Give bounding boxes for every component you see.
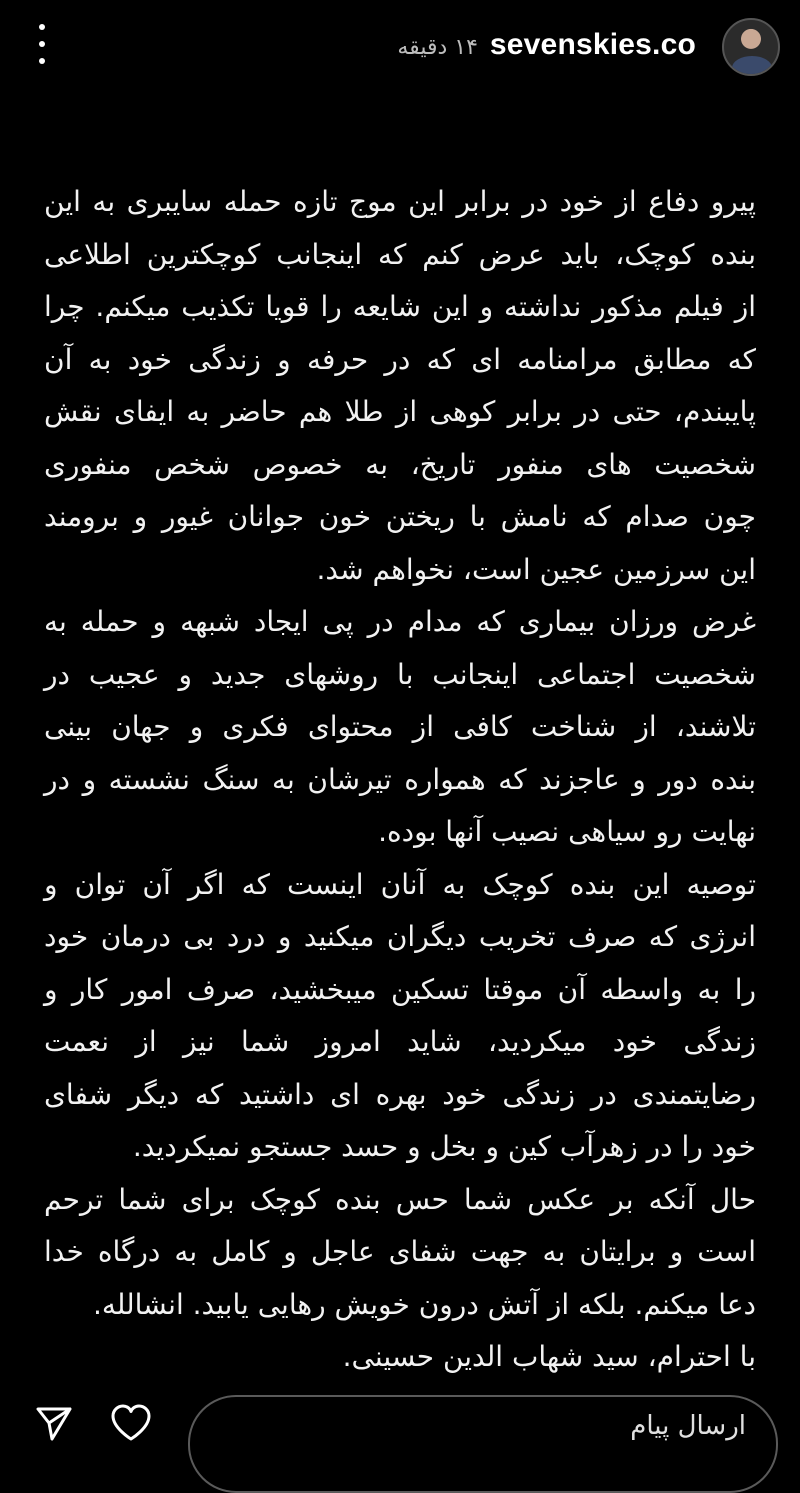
story-line: چون صدام که نامش با ریختن خون جوانان غیور و برومند xyxy=(44,500,756,533)
story-line: را به واسطه آن موقتا تسکین میبخشید، صرف امور کار و xyxy=(44,972,756,1006)
story-header xyxy=(0,0,800,96)
story-line: پایبندم، حتی در برابر کوهی از طلا هم حاضر به ایفای نقش xyxy=(44,395,756,428)
avatar[interactable] xyxy=(722,18,780,76)
story-line: بنده دور و عاجزند که همواره تیرشان به سنگ نشسته و در xyxy=(44,762,756,796)
time-ago: ۱۴ دقیقه xyxy=(397,35,478,60)
story-line: است و برایتان به جهت شفای عاجل و کامل به درگاه خدا xyxy=(44,1235,756,1268)
story-line: بنده کوچک، باید عرض کنم که اینجانب کوچکترین اطلاعی xyxy=(44,237,756,271)
more-dot xyxy=(39,24,45,30)
story-line: انرژی که صرف تخریب دیگران میکنید و درد بی درمان خود xyxy=(44,920,756,953)
story-line: دعا میکنم. بلکه از آتش درون خویش رهایی یابید. انشالله. xyxy=(92,1287,756,1321)
avatar-figure xyxy=(732,56,772,76)
story-line: خود را در زهرآب کین و بخل و حسد جستجو نمیکردید. xyxy=(132,1130,756,1163)
story-line: از فیلم مذکور نداشته و این شایعه را قویا تکذیب میکنم. چرا xyxy=(44,290,756,323)
story-meta xyxy=(397,28,696,62)
story-line: که مطابق مرامنامه ای که در حرفه و زندگی خود به آن xyxy=(44,342,756,376)
story-line: زندگی خود میکردید، شاید امروز شما نیز از نعمت xyxy=(44,1025,756,1058)
story-line: توصیه این بنده کوچک به آنان اینست که اگر آن توان و xyxy=(44,867,756,901)
story-line: حال آنکه بر عکس شما حس بنده کوچک برای شما ترحم xyxy=(44,1182,756,1216)
story-line: نهایت رو سیاهی نصیب آنها بوده. xyxy=(378,815,756,848)
story-line: پیرو دفاع از خود در برابر این موج تازه حمله سایبری به این xyxy=(44,185,756,218)
story-line: غرض ورزان بیماری که مدام در پی ایجاد شبهه و حمله به xyxy=(44,605,756,638)
story-line: این سرزمین عجین است، نخواهم شد. xyxy=(316,552,756,586)
story-line: با احترام، سید شهاب الدین حسینی. xyxy=(342,1340,756,1373)
story-line: شخصیت اجتماعی اینجانب با روشهای جدید و عجیب در xyxy=(44,657,756,691)
story-text xyxy=(44,176,756,1384)
story-line: تلاشند، از شناخت کافی از محتوای فکری و جهان بینی xyxy=(44,710,756,743)
send-icon[interactable] xyxy=(34,1403,74,1443)
username[interactable]: sevenskies.co xyxy=(489,28,696,61)
more-vertical-icon[interactable] xyxy=(30,24,54,64)
reply-input[interactable] xyxy=(188,1395,778,1493)
story-line: شخصیت های منفور تاریخ، به خصوص شخص منفوری xyxy=(44,447,756,481)
more-dot xyxy=(39,41,45,47)
story-footer xyxy=(0,1373,800,1463)
heart-icon[interactable] xyxy=(110,1403,152,1443)
more-dot xyxy=(39,58,45,64)
story-line: رضایتمندی در زندگی خود بهره ای داشتید که دیگر شفای xyxy=(44,1077,756,1111)
